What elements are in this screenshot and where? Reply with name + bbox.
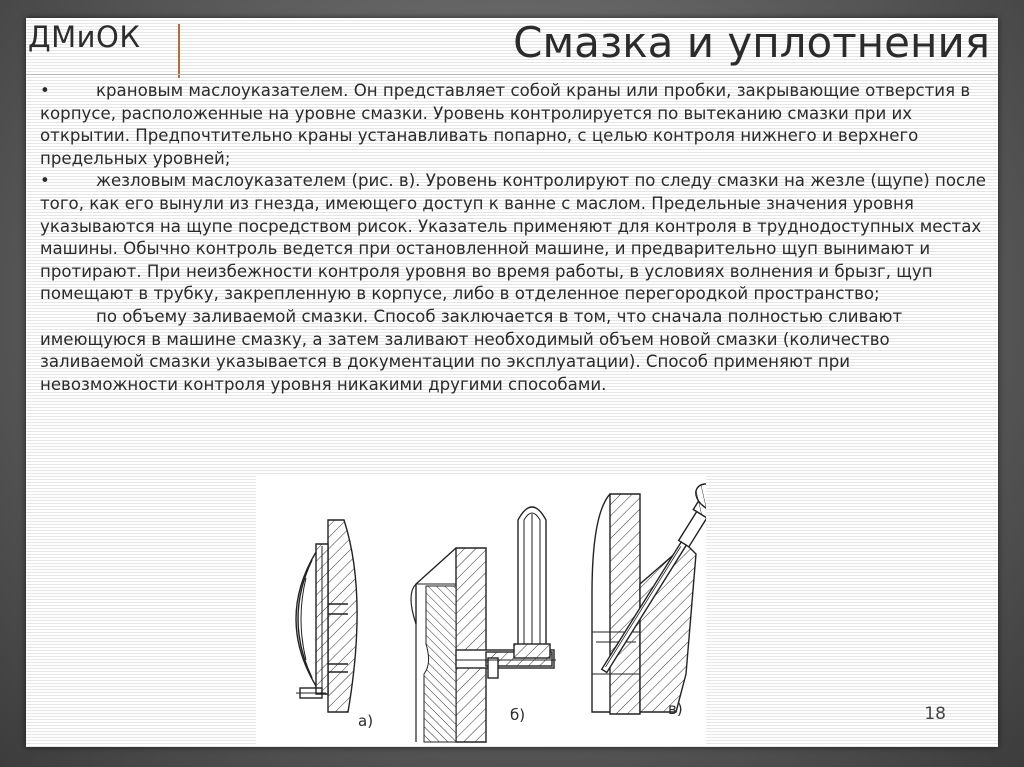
page-number: 18: [924, 704, 946, 724]
page-title: Смазка и уплотнения: [513, 18, 990, 67]
title-divider: [178, 24, 180, 78]
paragraph-text: крановым маслоуказателем. Он представляет собой краны или пробки, закрывающие отверстия в корпусе, расположенные на уровне смазки. Уровень контролируется по вытеканию смазки при их открытии. Предпочтительно краны устанавливать попарно, с целью контроля нижнего и верхнего предельных уровней;: [40, 81, 971, 168]
paragraph-text: по объему заливаемой смазки. Способ заключается в том, что сначала полностью сливают имеющуюся в машине смазку, а затем заливают необходимый объем новой смазки (количество заливаемой смазки указывается в документации по эксплуатации). Способ применяют при невозможности контроля уровня никакими другими способами.: [40, 306, 903, 394]
figure-c-dipstick-indicator: [589, 478, 706, 714]
figure-c-label: в): [668, 700, 683, 718]
paragraph-volume-method: [40, 306, 990, 396]
figure-a-crane-indicator: [296, 520, 357, 712]
slide: [26, 18, 998, 747]
figure-b-tube-indicator: [411, 507, 556, 742]
org-label: ДМиОК: [28, 20, 141, 54]
oil-level-indicators-figure: [256, 474, 706, 744]
figure-b-label: б): [510, 706, 526, 724]
figure-a-label: а): [358, 712, 374, 730]
bullet: •: [40, 81, 50, 100]
paragraph-crane-indicator: [40, 80, 990, 170]
bullet: •: [40, 171, 50, 191]
figure-drawing: [256, 474, 706, 744]
paragraph-text: жезловым маслоуказателем (рис. в). Уровень контролируют по следу смазки на жезле (щупе) после того, как его вынули из гнезда, имеющего доступ к ванне с маслом. Предельные значения уровня указываются на щупе посредством рисок. Указатель применяют для контроля в труднодоступных местах машины. Обычно контроль ведется при остановленной машине, и предварительно щуп вынимают и протирают. При неизбежности контроля уровня во время работы, в условиях волнения и брызг, щуп помещают в трубку, закрепленную в корпусе, либо в отделенное перегородкой пространство;: [40, 171, 986, 304]
paragraph-dipstick-indicator: [40, 170, 990, 306]
header-rule: [26, 74, 998, 75]
body-text: [40, 80, 990, 396]
